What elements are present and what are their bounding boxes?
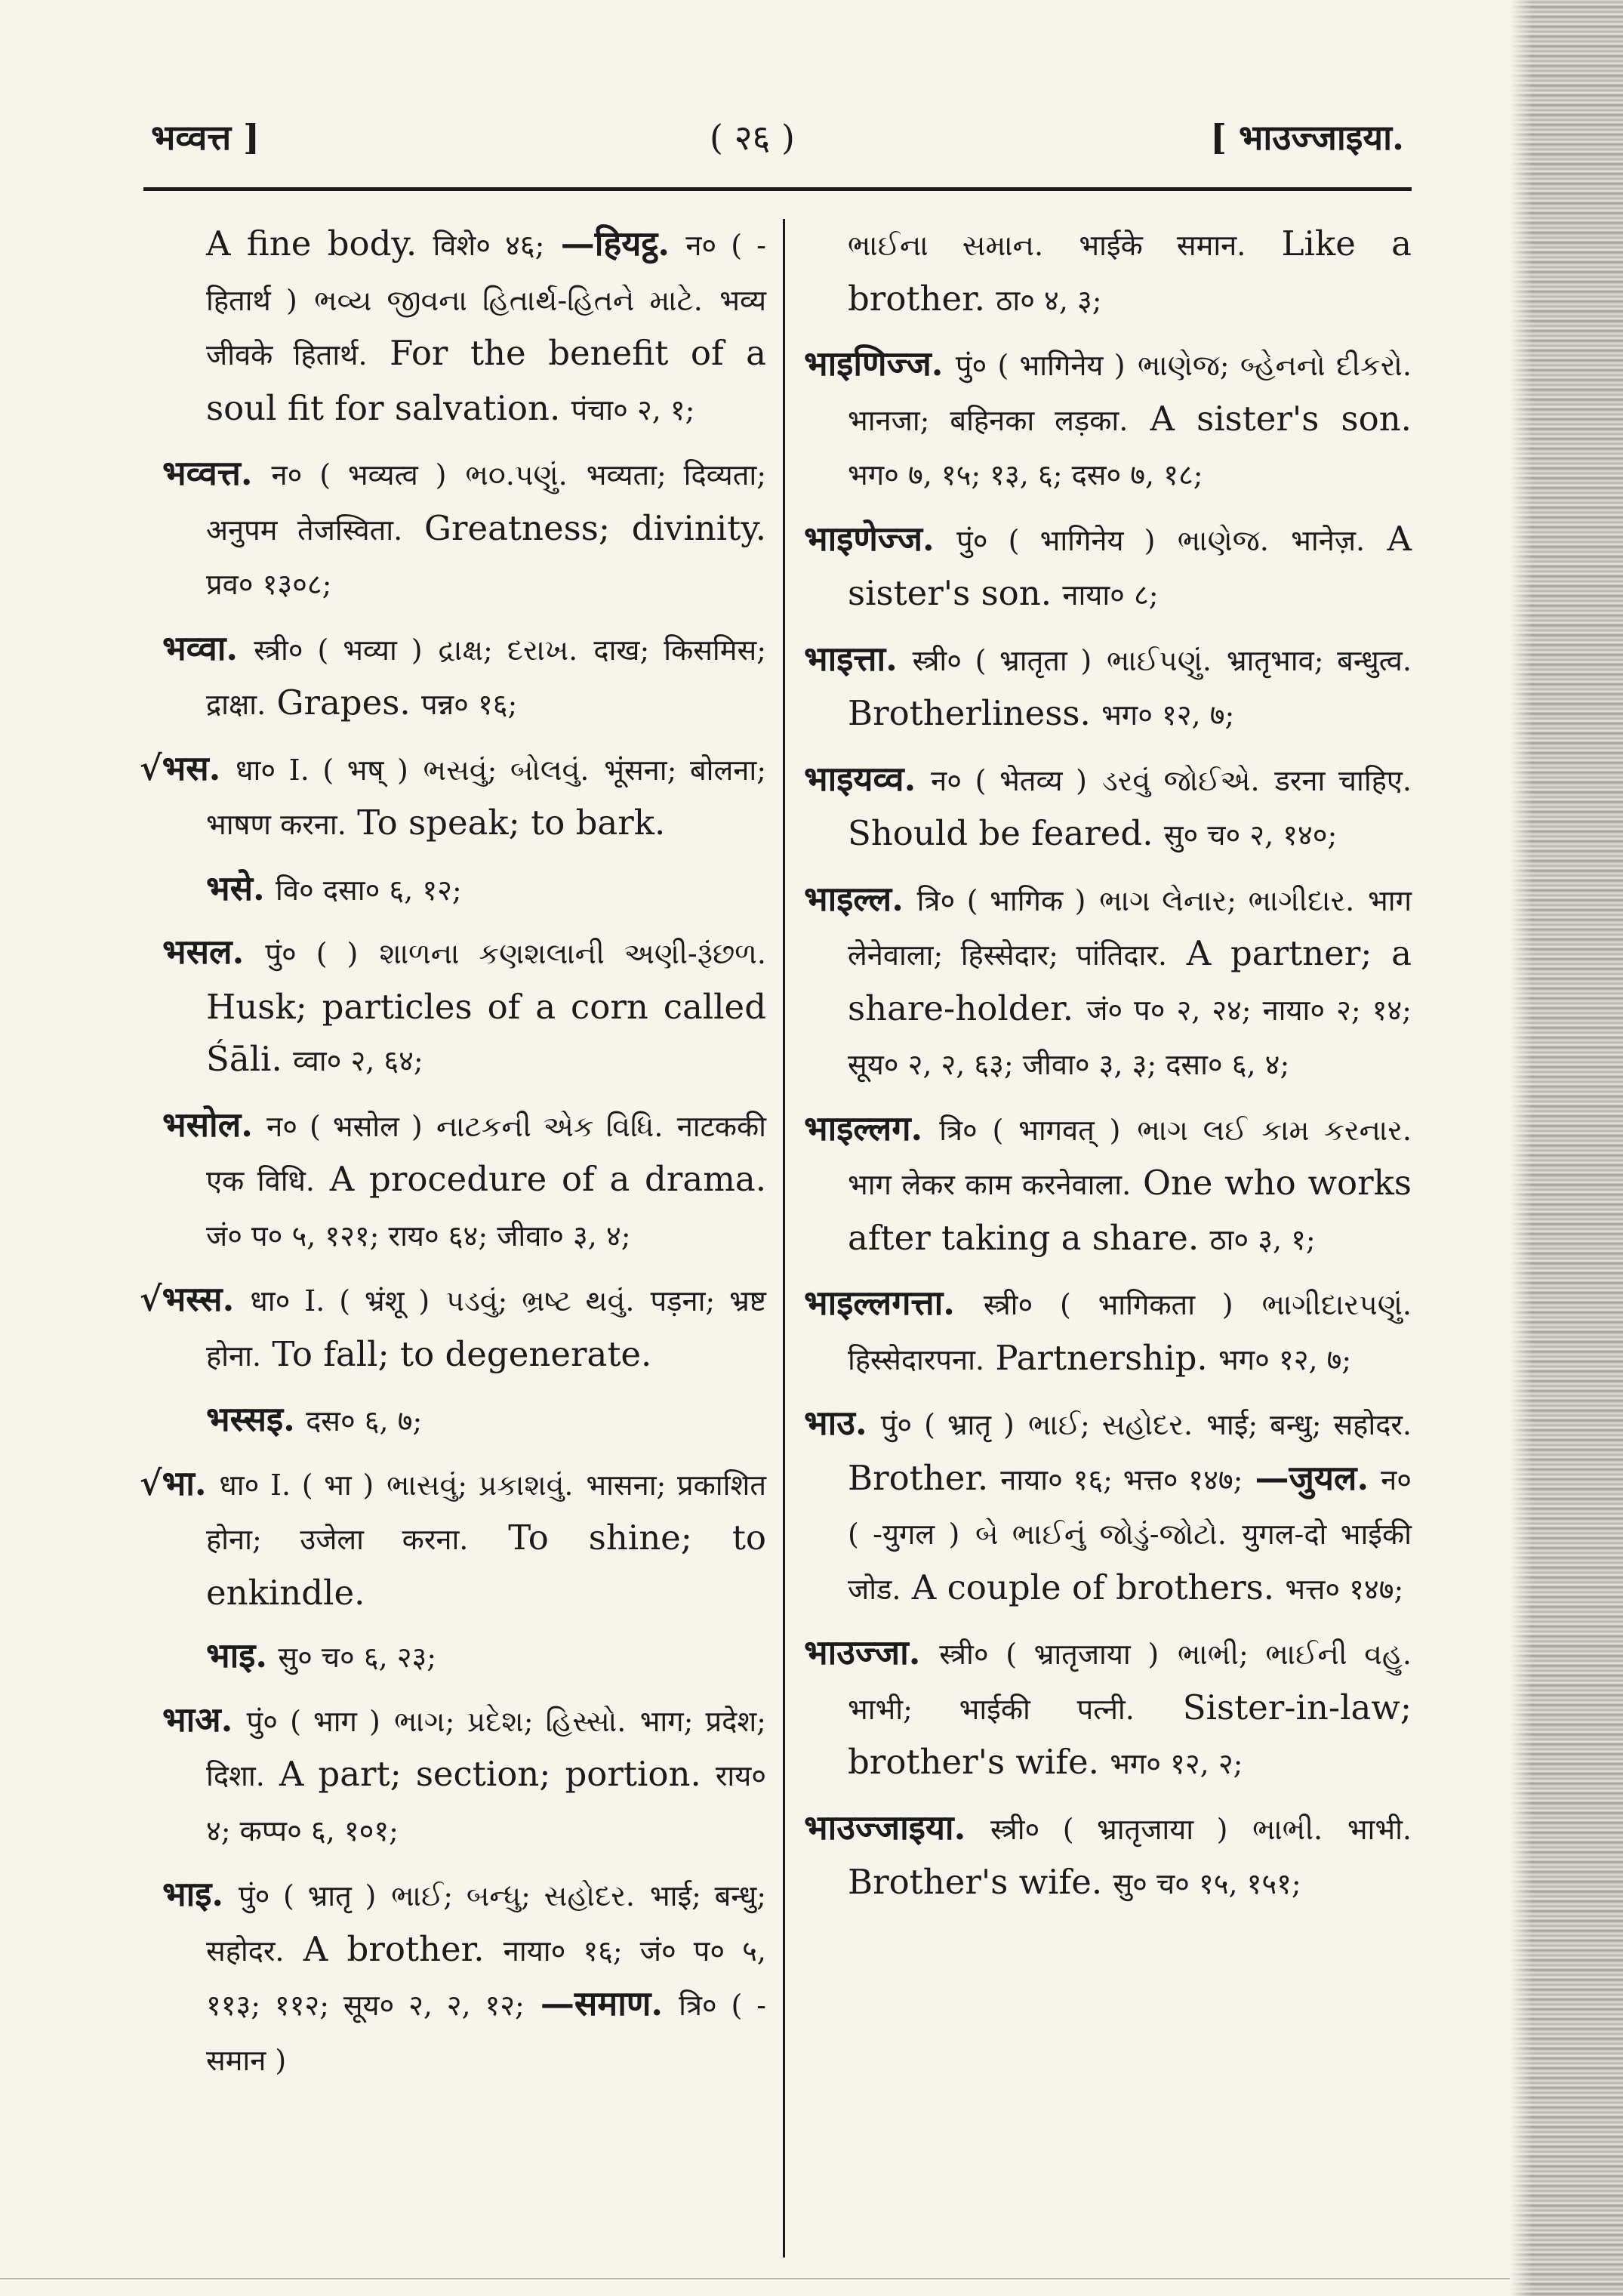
headword: भाइल्लगत्ता. [804, 1283, 955, 1323]
root-mark-icon: √ [140, 1462, 162, 1503]
dictionary-entry: भसोल. न० ( भसोल ) નાટકની એક વિધિ. नाटककी एक विधि. A procedure of a drama. जं० प० ५, १२१; राय० ६४; जीवा० ३, ४; [162, 1104, 766, 1253]
dictionary-entry: √भा. धा० I. ( भा ) ભાસવું; પ્રકાશવું. भासना; प्रकाशित होना; उजेला करना. To shine; to enkindle. [140, 1462, 766, 1613]
dictionary-entry: भसल. पुं० ( ) શાળના કણશલાની અણી-રૂંછળ. Husk; particles of a corn called Śāli. व्वा० २, ६४; [162, 932, 767, 1079]
headword: भाउज्जा. [804, 1632, 921, 1672]
dictionary-entry: भाउ. पुं० ( भ्रातृ ) ભાઈ; સહોદર. भाई; बन्धु; सहोदर. Brother. नाया० १६; भत्त० १४७; —जुयल. न० ( -युगल ) બે ભાઈનું જોડું-જોટો. युगल-दो भाईकी जोड. A couple of brothers. भत्त० १४७; [804, 1403, 1412, 1607]
header-right-guideword: [ भाउज्जाइया. [1210, 117, 1404, 158]
headword: भसल. [162, 932, 245, 972]
sub-entry: भसे. वि० दसा० ६, १२; [206, 868, 462, 908]
headword: —हियट्ठ. [560, 223, 670, 264]
headword: भाउ. [804, 1403, 867, 1443]
dictionary-entry: भाइल्लग. त्रि० ( भागवत् ) ભાગ લઈ કામ કરનાર. भाग लेकर काम करनेवाला. One who works after taking a share. ठा० ३, १; [804, 1108, 1412, 1258]
dictionary-entry: √भस. धा० I. ( भष् ) ભસવું; બોલવું. भूंसना; बोलना; भाषण करना. To speak; to bark. [140, 747, 766, 843]
dictionary-entry: A fine body. विशे० ४६; —हियट्ठ. न० ( -हितार्थ ) ભવ્ય જીવના હિતાર્થ-હિતને માટે. भव्य जीवके हितार्थ. For the benefit of a soul fit for salvation. पंचा० २, १; [206, 223, 767, 428]
headword: —समाण. [540, 1983, 664, 2023]
dictionary-entry: भव्वत्त. न० ( भव्यत्व ) ભ૦.પણું. भव्यता; दिव्यता; अनुपम तेजस्विता. Greatness; divinity. प्रव० १३०८; [162, 453, 766, 601]
column-divider [783, 219, 785, 2257]
sub-entry: भस्सइ. दस० ६, ७; [206, 1399, 423, 1439]
left-column [140, 217, 767, 2097]
headword: भाअ. [162, 1699, 233, 1740]
dictionary-entry: भाअ. पुं० ( भाग ) ભાગ; પ્રદેશ; હિસ્સો. भाग; प्रदेश; दिशा. A part; section; portion. राय० ४; कप्प० ६, १०१; [162, 1699, 766, 1848]
header-left-guideword: भव्वत्त ] [151, 117, 260, 158]
headword: भाइणेज्ज. [804, 518, 935, 559]
dictionary-entry: भाउज्जा. स्त्री० ( भ्रातृजाया ) ભાભી; ભાઈની વહુ. भाभी; भाईकी पत्नी. Sister-in-law; brother's wife. भग० १२, २; [804, 1632, 1412, 1782]
root-mark-icon: √ [140, 747, 162, 788]
headword: भाइत्ता. [804, 638, 898, 679]
dictionary-entry: भाइयव्व. न० ( भेतव्य ) ડરવું જોઈએ. डरना चाहिए. Should be feared. सु० च० २, १४०; [804, 758, 1412, 853]
headword: भसे. [206, 868, 265, 908]
headword: भाउज्जाइया. [804, 1807, 966, 1848]
header-rule [143, 187, 1412, 191]
headword: भाइ. [206, 1635, 268, 1675]
dictionary-entry: भाइल्ल. त्रि० ( भागिक ) ભાગ લેનાર; ભાગીદાર. भाग लेनेवाला; हिस्सेदार; पांतिदार. A partner; a share-holder. जं० प० २, २४; नाया० २; १४; सूय० २, २, ६३; जीवा० ३, ३; दसा० ६, ४; [804, 878, 1412, 1081]
dictionary-entry: भाइणिज्ज. पुं० ( भागिनेय ) ભાણેજ; બ્હેનનો દીકરો. भानजा; बहिनका लड़का. A sister's son. भग० ७, १५; १३, ६; दस० ७, १८; [804, 344, 1412, 492]
dictionary-entry: √भस्स. धा० I. ( भ्रंशू ) પડવું; ભ્રષ્ટ થવું. पड़ना; भ्रष्ट होना. To fall; to degenerate. [140, 1279, 767, 1374]
headword: भाइल्लग. [804, 1108, 923, 1148]
headword: भस. [162, 747, 221, 788]
dictionary-entry: भाइ. पुं० ( भ्रातृ ) ભાઈ; બન્ધુ; સહોદર. भाई; बन्धु; सहोदर. A brother. नाया० १६; जं० प० ५, ११३; ११२; सूय० २, २, १२; —समाण. त्रि० ( -समान ) [162, 1874, 767, 2077]
bottom-scan-line [0, 2278, 1510, 2279]
running-header [151, 113, 1404, 166]
headword: भव्वत्त. [162, 453, 253, 493]
headword: भाइयव्व. [804, 758, 916, 799]
headword: भस्स. [162, 1279, 235, 1319]
dictionary-entry: भाइणेज्ज. पुं० ( भागिनेय ) ભાણેજ. भानेज़. A sister's son. नाया० ८; [804, 518, 1412, 613]
dictionary-entry: भाइत्ता. स्त्री० ( भ्रातृता ) ભાઈપણું. भ्रातृभाव; बन्धुत्व. Brotherliness. भग० १२, ७; [804, 638, 1412, 733]
headword: भाइ. [162, 1874, 224, 1914]
dictionary-entry: ભાઈના સમાન. भाईके समान. Like a brother. ठा० ४, ३; [848, 223, 1412, 319]
root-mark-icon: √ [140, 1279, 162, 1319]
right-column [804, 217, 1412, 1922]
headword: भाइल्ल. [804, 878, 904, 919]
page-number: ( २६ ) [710, 117, 795, 158]
page-edge-shadow [1510, 0, 1623, 2296]
dictionary-entry: भव्वा. स्त्री० ( भव्या ) દ્રાક્ષ; દરાખ. दाख; किसमिस; द्राक्षा. Grapes. पन्न० १६; [162, 627, 766, 723]
sub-entry: भाइ. सु० च० ६, २३; [206, 1635, 437, 1675]
dictionary-entry: भाइल्लगत्ता. स्त्री० ( भागिकता ) ભાગીદારપણું. हिस्सेदारपना. Partnership. भग० १२, ७; [804, 1283, 1412, 1378]
headword: भसोल. [162, 1104, 253, 1145]
headword: भव्वा. [162, 627, 239, 668]
headword: भाइणिज्ज. [804, 344, 944, 384]
headword: —जुयल. [1255, 1457, 1369, 1498]
headword: भा. [162, 1462, 207, 1503]
dictionary-entry: भाउज्जाइया. स्त्री० ( भ्रातृजाया ) ભાભી. भाभी. Brother's wife. सु० च० १५, १५१; [804, 1807, 1412, 1902]
headword: भस्सइ. [206, 1399, 295, 1439]
